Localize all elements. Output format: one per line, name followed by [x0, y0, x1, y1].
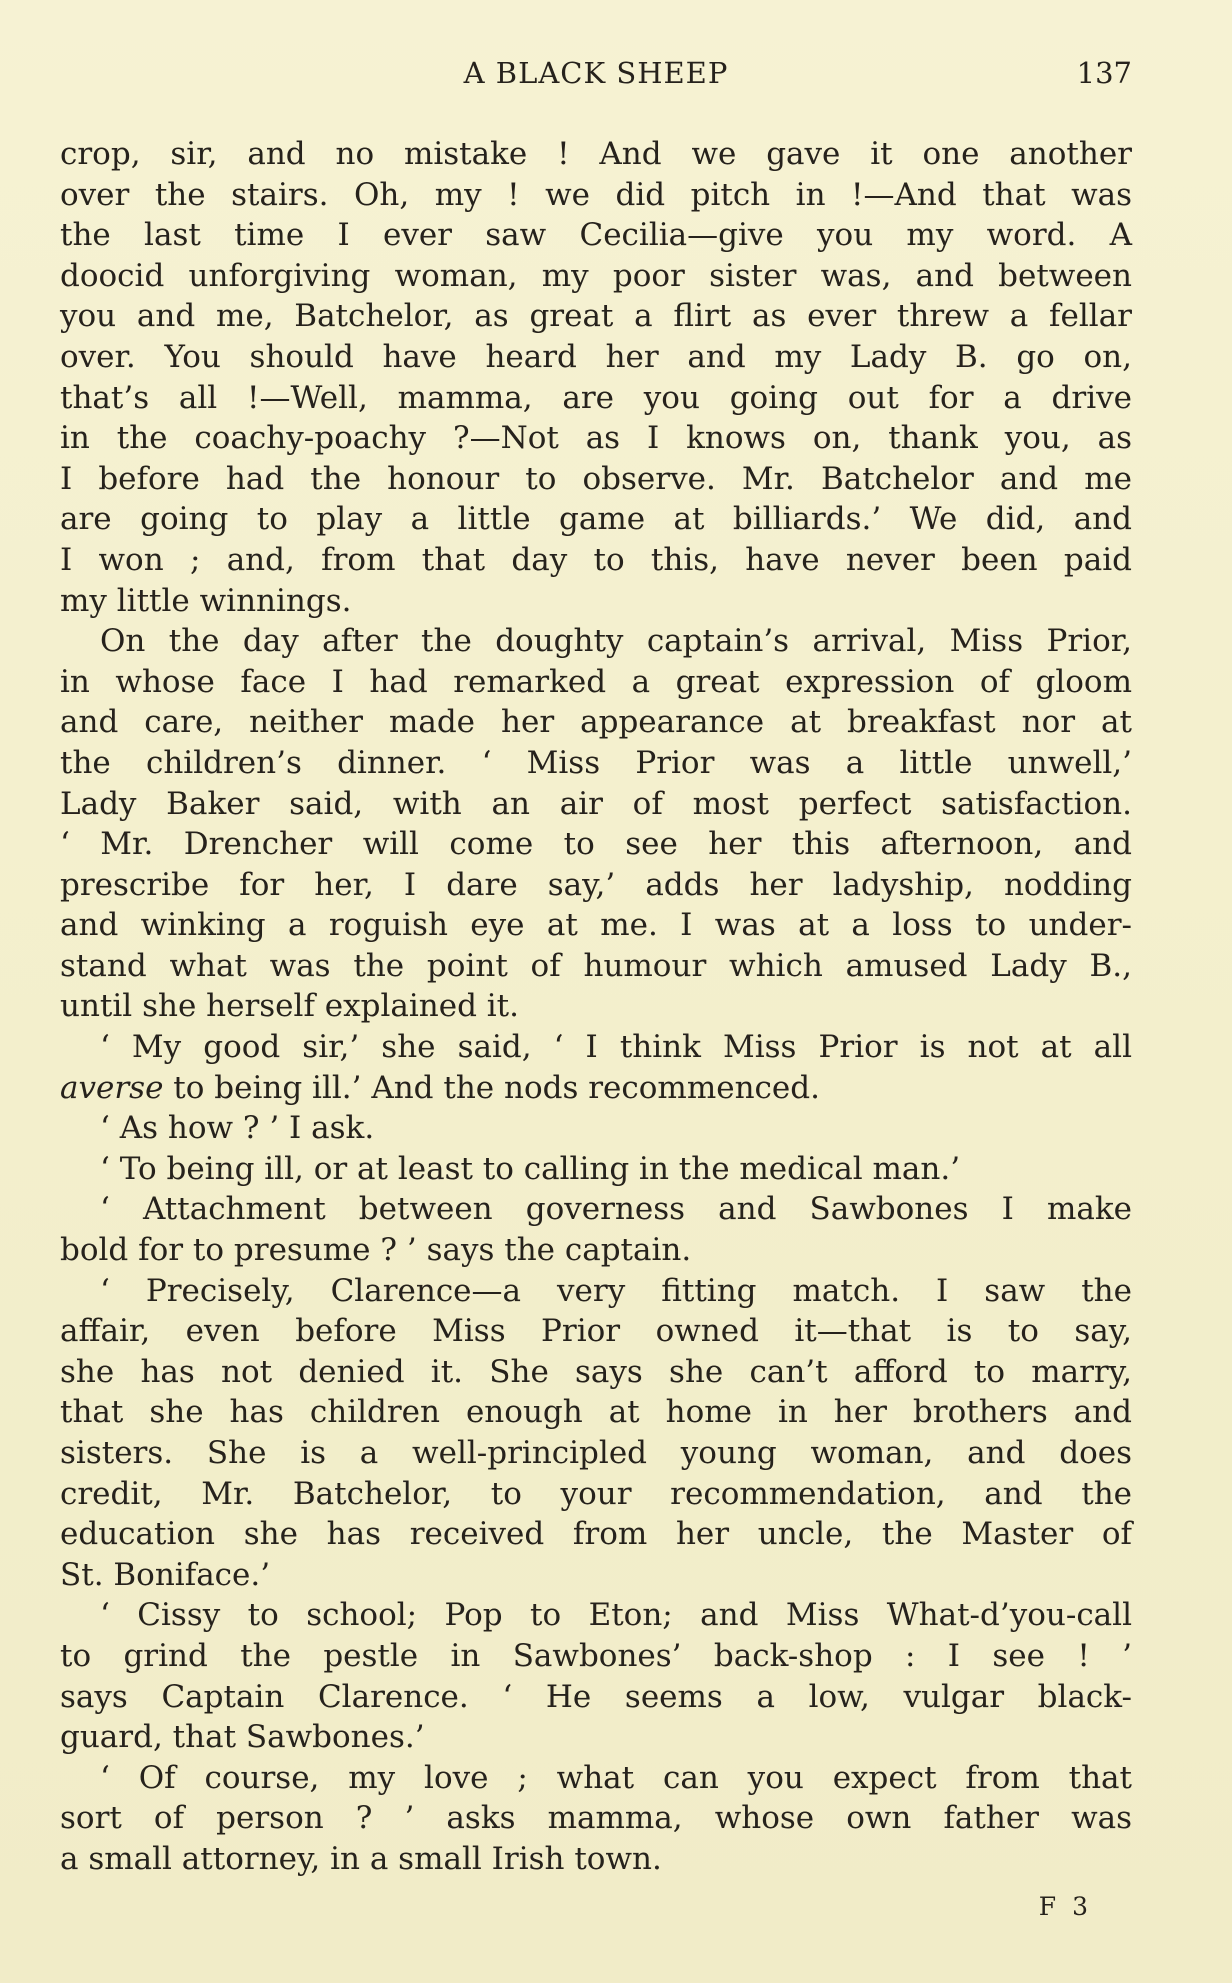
text-line: Lady Baker said, with an air of most perfect satisfaction. [60, 785, 1132, 822]
text-line: in the coachy-poachy ?—Not as I knows on, thank you, as [60, 420, 1132, 457]
text-line: education she has received from her uncle, the Master of [60, 1516, 1132, 1553]
text-line: crop, sir, and no mistake ! And we gave it one another [60, 136, 1132, 172]
text-line: St. Boniface.’ [60, 1556, 271, 1593]
running-head: A BLACK SHEEP [463, 56, 729, 90]
text-line: ‘ To being ill, or at least to calling in the medical man.’ [100, 1150, 961, 1187]
text-line-rest: to being ill.’ And the nods recommenced. [173, 1069, 820, 1106]
text-line: ‘ Precisely, Clarence—a very fitting match. I saw the [100, 1272, 1132, 1309]
text-line: sisters. She is a well-principled young woman, and does [60, 1435, 1132, 1471]
text-line: I before had the honour to observe. Mr. Batchelor and me [60, 460, 1132, 497]
text-line: ‘ Mr. Drencher will come to see her this afternoon, and [60, 826, 1132, 863]
text-line: until she herself explained it. [60, 988, 519, 1025]
text-line: that she has children enough at home in her brothers and [60, 1394, 1132, 1431]
text-line: in whose face I had remarked a great expression of gloom [60, 663, 1132, 700]
text-line: are going to play a little game at billiards.’ We did, and [60, 501, 1132, 538]
text-line: you and me, Batchelor, as great a flirt as ever threw a fellar [60, 298, 1132, 335]
text-line: over. You should have heard her and my Lady B. go on, [60, 338, 1132, 375]
signature-mark: F 3 [1038, 1892, 1092, 1921]
text-line: the last time I ever saw Cecilia—give you my word. A [60, 217, 1132, 254]
text-line: and winking a roguish eye at me. I was at a loss to under- [60, 907, 1132, 944]
text-line: I won ; and, from that day to this, have never been paid [60, 541, 1132, 578]
text-line: says Captain Clarence. ‘ He seems a low, vulgar black- [60, 1678, 1132, 1715]
text-line: that’s all !—Well, mamma, are you going out for a drive [60, 379, 1132, 416]
text-line: prescribe for her, I dare say,’ adds her ladyship, nodding [60, 866, 1132, 903]
text-line: ‘ Attachment between governess and Sawbones I make [100, 1191, 1132, 1228]
text-line: to grind the pestle in Sawbones’ back-shop : I see ! ’ [60, 1637, 1132, 1674]
text-line: guard, that Sawbones.’ [60, 1719, 425, 1756]
text-line: over the stairs. Oh, my ! we did pitch in !—And that was [60, 176, 1132, 213]
text-line: credit, Mr. Batchelor, to your recommendation, and the [60, 1475, 1132, 1512]
text-line: On the day after the doughty captain’s arrival, Miss Prior, [100, 623, 1132, 660]
text-line: the children’s dinner. ‘ Miss Prior was a little unwell,’ [60, 744, 1132, 781]
text-line: and care, neither made her appearance at breakfast nor at [60, 704, 1132, 741]
text-line: ‘ Cissy to school; Pop to Eton; and Miss What-d’you-call [100, 1597, 1132, 1634]
text-line: affair, even before Miss Prior owned it—that is to say, [60, 1313, 1132, 1350]
text-line-with-italic [60, 1068, 1132, 1109]
text-line: a small attorney, in a small Irish town. [60, 1840, 662, 1877]
text-line: ‘ As how ? ’ I ask. [100, 1110, 375, 1147]
text-line: stand what was the point of humour which amused Lady B., [60, 947, 1132, 984]
page-number: 137 [1076, 56, 1132, 90]
text-line: doocid unforgiving woman, my poor sister was, and between [60, 257, 1132, 294]
text-line: ‘ Of course, my love ; what can you expect from that [100, 1759, 1132, 1796]
text-line: my little winnings. [60, 582, 352, 619]
italic-word: averse [60, 1069, 164, 1106]
text-line: ‘ My good sir,’ she said, ‘ I think Miss Prior is not at all [100, 1029, 1132, 1066]
body-text [60, 134, 1132, 1880]
text-line: she has not denied it. She says she can’t afford to marry, [60, 1353, 1132, 1390]
page-header [60, 56, 1132, 102]
text-line: bold for to presume ? ’ says the captain. [60, 1232, 692, 1269]
text-line: sort of person ? ’ asks mamma, whose own father was [60, 1800, 1132, 1837]
